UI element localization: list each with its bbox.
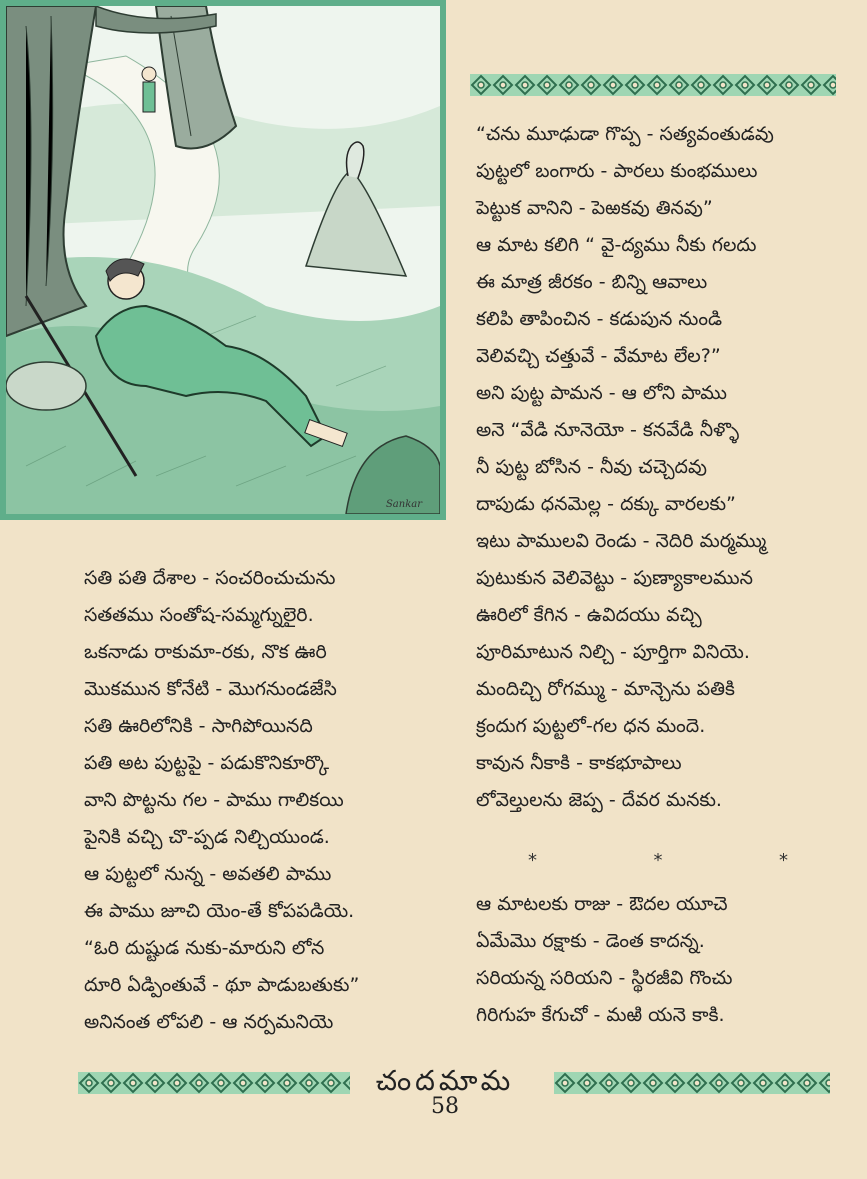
text-line: “ఓరి దుష్టుడ నుకు-మారుని లోన: [84, 937, 325, 959]
text-line: అని పుట్ట పామన - ఆ లోని పాము: [476, 382, 727, 404]
text-line: దాపుడు ధనమెల్ల - దక్కు వారలకు”: [476, 493, 736, 515]
text-line: సతి ఊరిలోనికి - సాగిపోయినది: [84, 715, 313, 737]
text-line: గిరిగుహ కేగుచో - మఱి యనె కాకి.: [476, 1004, 725, 1026]
text-line: ఏమేమొ రక్షాకు - డెంత కాదన్న.: [476, 930, 705, 952]
text-line: మందిచ్చి రోగమ్ము - మాన్చెను పతికి: [476, 678, 735, 700]
illustration-drawing: [6, 6, 440, 514]
text-line: సరియన్న సరియని - స్థిరజీవి గొంచు: [476, 967, 733, 989]
text-line: ఈ పాము జూచి యెం-తే కోపపడియె.: [84, 900, 355, 922]
story-illustration: [0, 0, 446, 520]
decorative-border-footer-right: [554, 1072, 830, 1094]
illustrator-signature: Sankar: [385, 499, 422, 510]
text-line: పూరిమాటున నిల్చి - పూర్తిగా వినియె.: [476, 641, 750, 663]
text-line: ఆ మాట కలిగి “ వై-ద్యము నీకు గలదు: [476, 234, 757, 256]
section-divider-stars: [528, 850, 788, 874]
text-line: “చను మూఢుడా గొప్ప - సత్యవంతుడవు: [476, 123, 774, 145]
text-line: ఇటు పాములవి రెండు - నెదిరి మర్మమ్ము: [476, 530, 767, 552]
decorative-border-footer-left: [78, 1072, 350, 1094]
text-line: మొకమున కోనేటి - మొగనుండజేసి: [84, 678, 337, 700]
border-pattern: [78, 1072, 350, 1094]
text-line: పెట్టుక వానిని - పెఱకవు తినవు”: [476, 197, 713, 219]
text-line: క్రందుగ పుట్టలో-గల ధన మందె.: [476, 715, 706, 737]
text-line: పుటుకున వెలివెట్టు - పుణ్యాకాలమున: [476, 567, 753, 589]
magazine-title: చందమామ: [375, 1064, 515, 1097]
star-glyph: *: [779, 850, 788, 871]
star-glyph: *: [528, 850, 537, 871]
text-line: పైనికి వచ్చి చొ-ప్పడ నిల్చియుండ.: [84, 826, 330, 848]
right-column-text: [476, 116, 774, 819]
decorative-border-top: [470, 74, 836, 96]
text-line: ఒకనాడు రాకుమా-రకు, నొక ఊరి: [84, 641, 327, 663]
text-line: సతతము సంతోష-సమ్మగ్నులైరి.: [84, 604, 314, 626]
text-line: ఆ పుట్టలో నున్న - అవతలి పాము: [84, 863, 332, 885]
text-line: దూరి ఏడ్పింతువే - థూ పాడుబతుకు”: [84, 974, 360, 996]
text-line: వెలివచ్చి చత్తువే - వేమాట లేల?”: [476, 345, 721, 367]
text-line: అనె “వేడి నూనెయో - కనవేడి నీళ్ళొ: [476, 419, 740, 441]
star-glyph: *: [653, 850, 663, 871]
border-pattern: [554, 1072, 830, 1094]
border-pattern: [470, 74, 836, 96]
text-line: ఊరిలో కేగిన - ఉవిదయు వచ్చి: [476, 604, 702, 626]
page-number: 58: [431, 1094, 459, 1119]
text-line: కలిపి తాపించిన - కడుపున నుండి: [476, 308, 723, 330]
text-line: పుట్టలో బంగారు - పారలు కుంభములు: [476, 160, 758, 182]
text-line: నీ పుట్ట బోసిన - నీవు చచ్చెదవు: [476, 456, 707, 478]
left-column-text: [84, 560, 359, 1041]
text-line: కావున నీకాకి - కాకభూపాలు: [476, 752, 682, 774]
text-line: వాని పొట్టను గల - పాము గాలికయి: [84, 789, 344, 811]
text-line: ఈ మాత్ర జీరకం - బిన్ని ఆవాలు: [476, 271, 708, 293]
text-line: అనినంత లోపలి - ఆ నర్పమనియె: [84, 1011, 334, 1033]
text-line: సతి పతి దేశాల - సంచరించుచును: [84, 567, 336, 589]
text-line: ఆ మాటలకు రాజు - ఔదల యూచె: [476, 893, 728, 915]
text-line: పతి అట పుట్టపై - పడుకొనికూర్కొ: [84, 752, 330, 774]
right-column-text-after-stars: [476, 886, 733, 1034]
text-line: లోవెల్తులను జెప్ప - దేవర మనకు.: [476, 789, 722, 811]
